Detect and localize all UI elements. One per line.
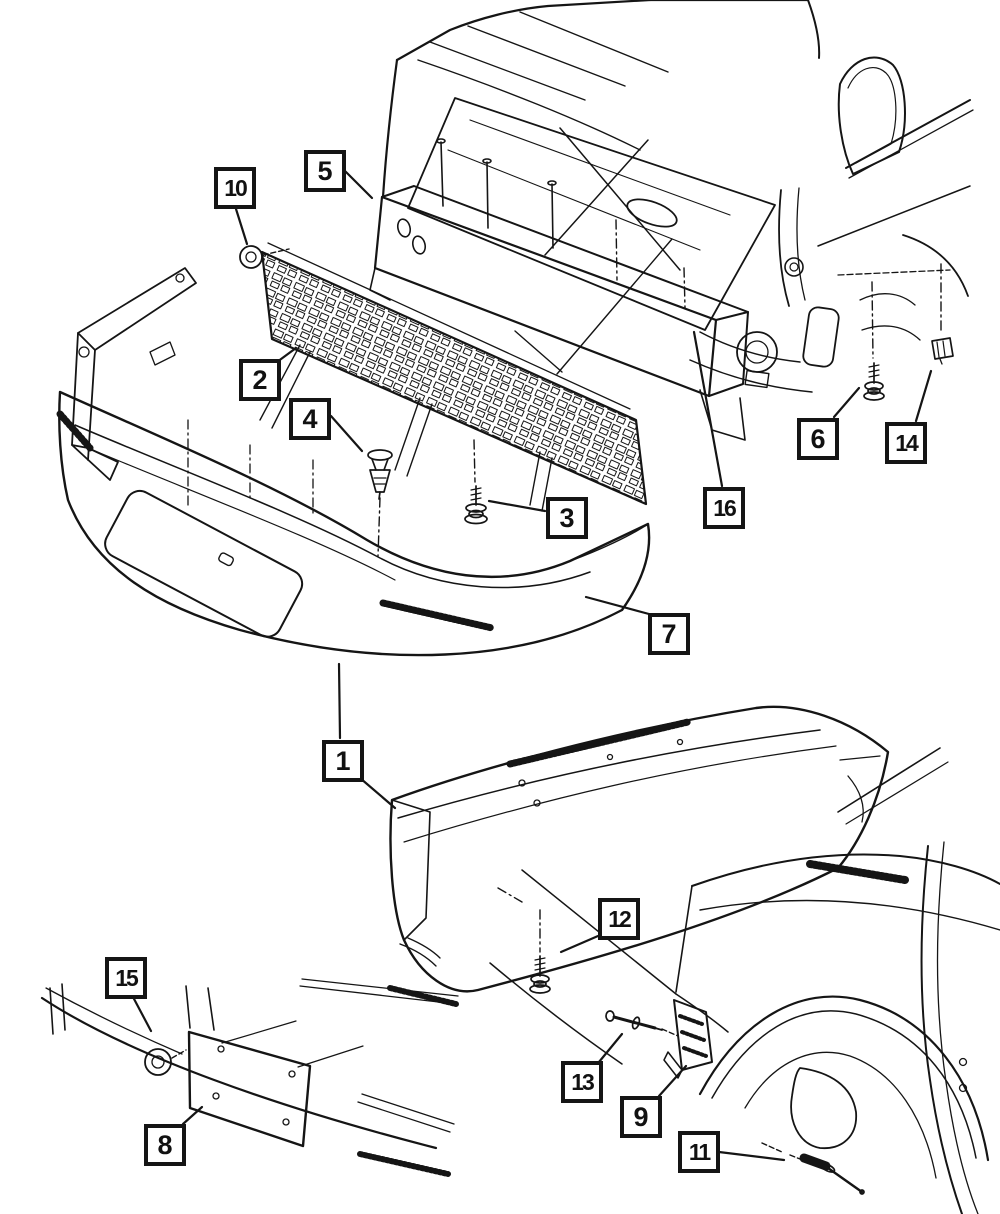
screw-icon <box>530 910 550 993</box>
callout-label: 7 <box>661 618 677 649</box>
callout-label: 6 <box>810 423 826 454</box>
callout-7[interactable] <box>648 613 690 655</box>
leader-line <box>599 1034 622 1062</box>
callout-label: 3 <box>559 502 575 533</box>
callout-14[interactable] <box>885 422 927 464</box>
callout-label: 13 <box>571 1068 593 1095</box>
callout-6[interactable] <box>797 418 839 460</box>
leader-line <box>719 1152 784 1160</box>
callout-label: 4 <box>302 403 318 434</box>
callout-5[interactable] <box>304 150 346 192</box>
callout-label: 14 <box>895 429 917 456</box>
clip-icon <box>932 264 953 364</box>
leader-line <box>344 170 372 198</box>
chrome-molding-strip <box>510 722 688 764</box>
callout-16[interactable] <box>703 487 745 529</box>
bumper-fascia-lower-view <box>391 707 889 1064</box>
mounting-stud-lines <box>437 139 556 248</box>
callout-label: 11 <box>688 1138 710 1165</box>
callout-label: 12 <box>608 905 630 932</box>
leader-line <box>489 501 545 511</box>
callout-13[interactable] <box>561 1061 603 1103</box>
callout-2[interactable] <box>239 359 281 401</box>
screw-icon <box>864 282 884 400</box>
leader-line <box>236 209 247 244</box>
leader-line <box>331 416 362 451</box>
callout-label: 15 <box>115 964 137 991</box>
callout-label: 9 <box>633 1101 649 1132</box>
callout-label: 2 <box>252 364 268 395</box>
callout-9[interactable] <box>620 1096 662 1138</box>
callout-label: 16 <box>713 494 735 521</box>
license-plate <box>189 1032 310 1146</box>
push-pin-icon <box>368 450 392 499</box>
energy-absorber <box>260 243 646 511</box>
callout-4[interactable] <box>289 398 331 440</box>
callout-label: 10 <box>224 174 246 201</box>
rivet-icon <box>762 1143 864 1194</box>
callout-1[interactable] <box>322 740 364 782</box>
leader-line <box>916 371 931 421</box>
leader-line <box>834 388 859 417</box>
callout-label: 5 <box>317 155 333 186</box>
callout-12[interactable] <box>598 898 640 940</box>
callout-label: 1 <box>335 745 351 776</box>
callout-leader-lines <box>133 170 931 1160</box>
fascia-support-bracket <box>664 1000 712 1078</box>
callout-10[interactable] <box>214 167 256 209</box>
leader-line <box>561 936 598 952</box>
leader-line <box>133 997 151 1031</box>
screw-icon <box>378 440 487 556</box>
callout-11[interactable] <box>678 1131 720 1173</box>
car-body-rear-view <box>383 0 973 392</box>
callout-15[interactable] <box>105 957 147 999</box>
leader-line <box>339 664 340 738</box>
quarter-panel-view <box>522 748 1000 1214</box>
callout-label: 8 <box>157 1129 173 1160</box>
callout-3[interactable] <box>546 497 588 539</box>
taillight-strip <box>810 864 905 880</box>
leader-line <box>694 332 722 486</box>
rivet-icon <box>606 1011 678 1036</box>
callout-8[interactable] <box>144 1124 186 1166</box>
leader-line <box>360 778 395 808</box>
